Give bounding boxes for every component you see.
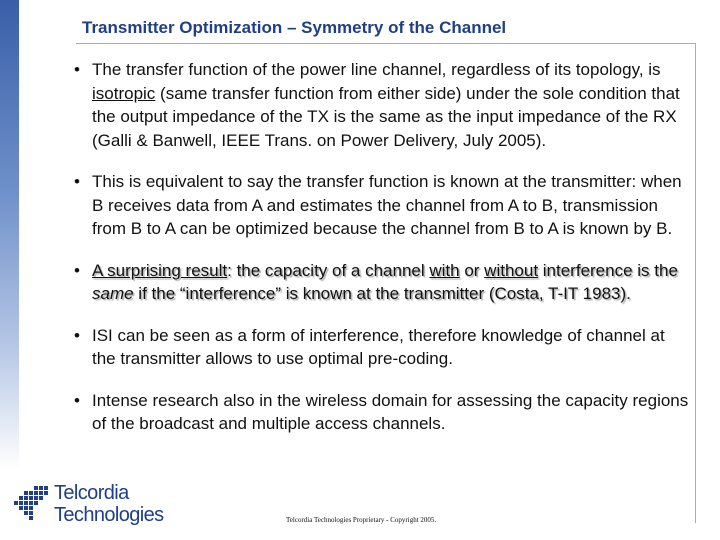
bullet-dot-icon: • bbox=[74, 325, 80, 345]
bullet-item bbox=[72, 389, 690, 436]
title-divider bbox=[76, 43, 696, 44]
telcordia-logo bbox=[12, 482, 172, 532]
bullet-text bbox=[92, 172, 682, 238]
bullet-text bbox=[92, 261, 678, 304]
slide-title: Transmitter Optimization – Symmetry of the Channel bbox=[82, 18, 507, 37]
bullet-text bbox=[92, 60, 680, 150]
bullet-text bbox=[92, 391, 688, 434]
bullet-text-run: or bbox=[459, 260, 485, 280]
bullet-text-run: interference is the bbox=[538, 260, 678, 280]
bullet-item bbox=[72, 58, 690, 152]
bullet-dot-icon: • bbox=[74, 390, 80, 410]
bullet-item bbox=[72, 170, 690, 241]
bullet-text-run: (same transfer function from either side) under the sole condition that the output impedance of the TX is the same as the input impedance of the RX (Galli & Banwell, IEEE Trans. on Power Delivery, July 2005). bbox=[92, 83, 680, 150]
bullet-text-run: A surprising result bbox=[92, 260, 228, 280]
bullet-dot-icon: • bbox=[74, 260, 80, 280]
bullet-text-run: with bbox=[429, 260, 460, 280]
logo-wordmark bbox=[54, 482, 164, 526]
logo-dots-icon bbox=[12, 484, 52, 524]
bullet-text-run: This is equivalent to say the transfer function is known at the transmitter: when B receives data from A and estimates the channel from A to B, transmission from B to A can be optimized because the channel from B to A is known by B. bbox=[92, 172, 682, 238]
bullet-list bbox=[72, 58, 690, 454]
bullet-text-run: The transfer function of the power line channel, regardless of its topology, is bbox=[92, 60, 661, 79]
bullet-text-run: isotropic bbox=[92, 83, 156, 103]
logo-line-1: Telcordia bbox=[54, 482, 129, 504]
right-border-line bbox=[695, 43, 696, 523]
bullet-dot-icon: • bbox=[74, 172, 80, 191]
left-accent-bar bbox=[0, 0, 19, 470]
bullet-text bbox=[92, 326, 665, 369]
bullet-text-run: Intense research also in the wireless domain for assessing the capacity regions of the broadcast and multiple access channels. bbox=[92, 390, 689, 433]
bullet-text-run: same bbox=[92, 284, 134, 303]
bullet-dot-icon: • bbox=[74, 60, 80, 79]
bullet-item bbox=[72, 324, 690, 371]
bullet-text-run: without bbox=[484, 260, 539, 280]
bullet-text-run: if the “interference” is known at the transmitter (Costa, T-IT 1983). bbox=[133, 284, 631, 303]
logo-line-2: Technologies bbox=[54, 504, 164, 526]
bullet-text-run: : the capacity of a channel bbox=[227, 260, 430, 280]
bullet-item bbox=[72, 259, 690, 306]
bullet-text-run: ISI can be seen as a form of interference, therefore knowledge of channel at the transmitter allows to use optimal pre-coding. bbox=[92, 325, 665, 368]
footer-copyright: Telcordia Technologies Proprietary - Copyright 2005. bbox=[286, 516, 437, 524]
